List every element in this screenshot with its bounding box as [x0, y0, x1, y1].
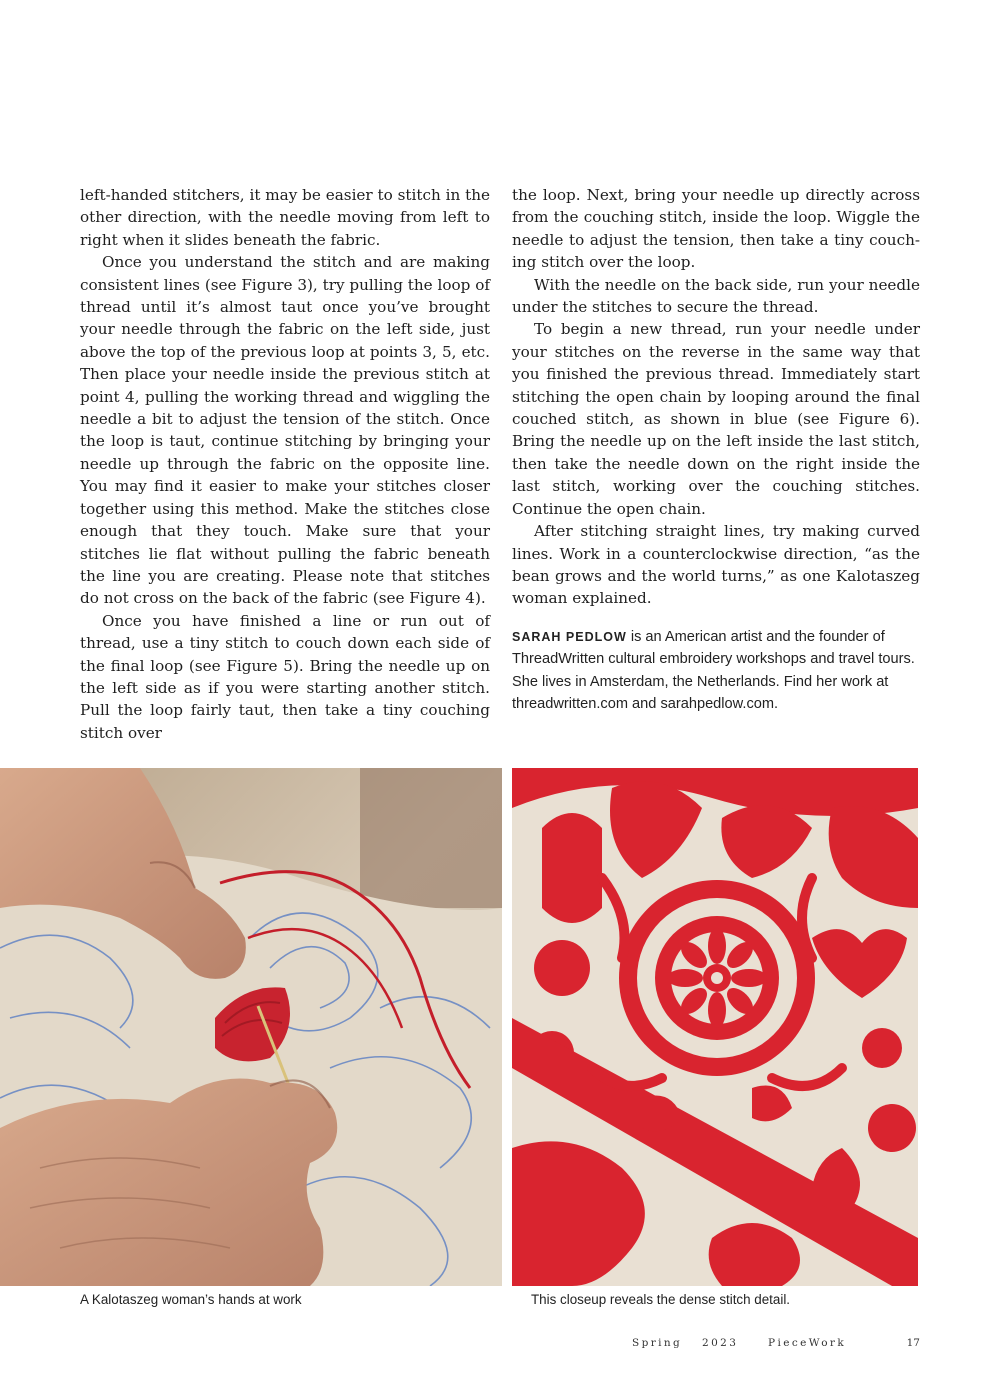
photo-hands-stitching: [0, 768, 502, 1286]
article-column-right: [512, 184, 920, 715]
photo-caption-left: A Kalotaszeg woman’s hands at work: [80, 1292, 302, 1307]
author-name: SARAH PEDLOW: [512, 629, 627, 644]
footer-year: 2023: [702, 1337, 739, 1349]
paragraph: left-handed stitchers, it may be easier to stitch in the other direction, with the needle moving from left to right when it slides beneath the fabric.: [80, 186, 490, 249]
page-number: 17: [906, 1337, 920, 1349]
footer-season: Spring: [632, 1337, 683, 1349]
paragraph: With the needle on the back side, run your needle under the stitches to secure the thread.: [512, 275, 920, 317]
paragraph: the loop. Next, bring your needle up directly across from the couching stitch, inside the loop. Wiggle the needle to adjust the tension, then take a tiny couch-ing stitch over the loop.: [512, 186, 920, 272]
paragraph: To begin a new thread, run your needle under your stitches on the reverse in the same way that you finished the previous thread. Immediately start stitching the open chain by looping around the final couched stitch, as shown in blue (see Figure 6). Bring the needle up on the left inside the last stitch, then take the needle down on the right inside the last stitch, working over the couching stitches. Continue the open chain.: [512, 320, 920, 518]
footer-magazine: PieceWork: [768, 1337, 847, 1349]
photo-embroidery-closeup: [512, 768, 918, 1286]
author-bio: [512, 626, 920, 716]
photo-caption-right: This closeup reveals the dense stitch detail.: [531, 1292, 791, 1307]
paragraph: After stitching straight lines, try making curved lines. Work in a counterclockwise direction, “as the bean grows and the world turns,” as one Kalotaszeg woman explained.: [512, 522, 920, 608]
article-column-left: [80, 184, 490, 744]
paragraph: Once you understand the stitch and are making consistent lines (see Figure 3), try pulling the loop of thread until it’s almost taut once you’ve brought your needle through the fabric on the left side, just above the top of the previous loop at points 3, 5, etc. Then place your needle inside the previous stitch at point 4, pulling the working thread and wiggling the needle a bit to adjust the tension of the stitch. Once the loop is taut, continue stitching by bringing your needle up through the fabric on the opposite line. You may find it easier to make your stitches closer together using this method. Make the stitches close enough that they touch. Make sure that your stitches lie flat without pulling the fabric beneath the line you are creating. Please note that stitches do not cross on the back of the fabric (see Figure 4).: [80, 253, 490, 608]
paragraph: Once you have finished a line or run out of thread, use a tiny stitch to couch down each side of the final loop (see Figure 5). Bring the needle up on the left side as if you were starting another stitch. Pull the loop fairly taut, then take a tiny couching stitch over: [80, 611, 490, 742]
page-footer: [632, 1337, 920, 1349]
author-bio-text: is an American artist and the founder of ThreadWritten cultural embroidery workshops and travel tours. She lives in Amsterdam, the Netherlands. Find her work at threadwritten.com and sarahpedlow.com.: [512, 628, 915, 712]
